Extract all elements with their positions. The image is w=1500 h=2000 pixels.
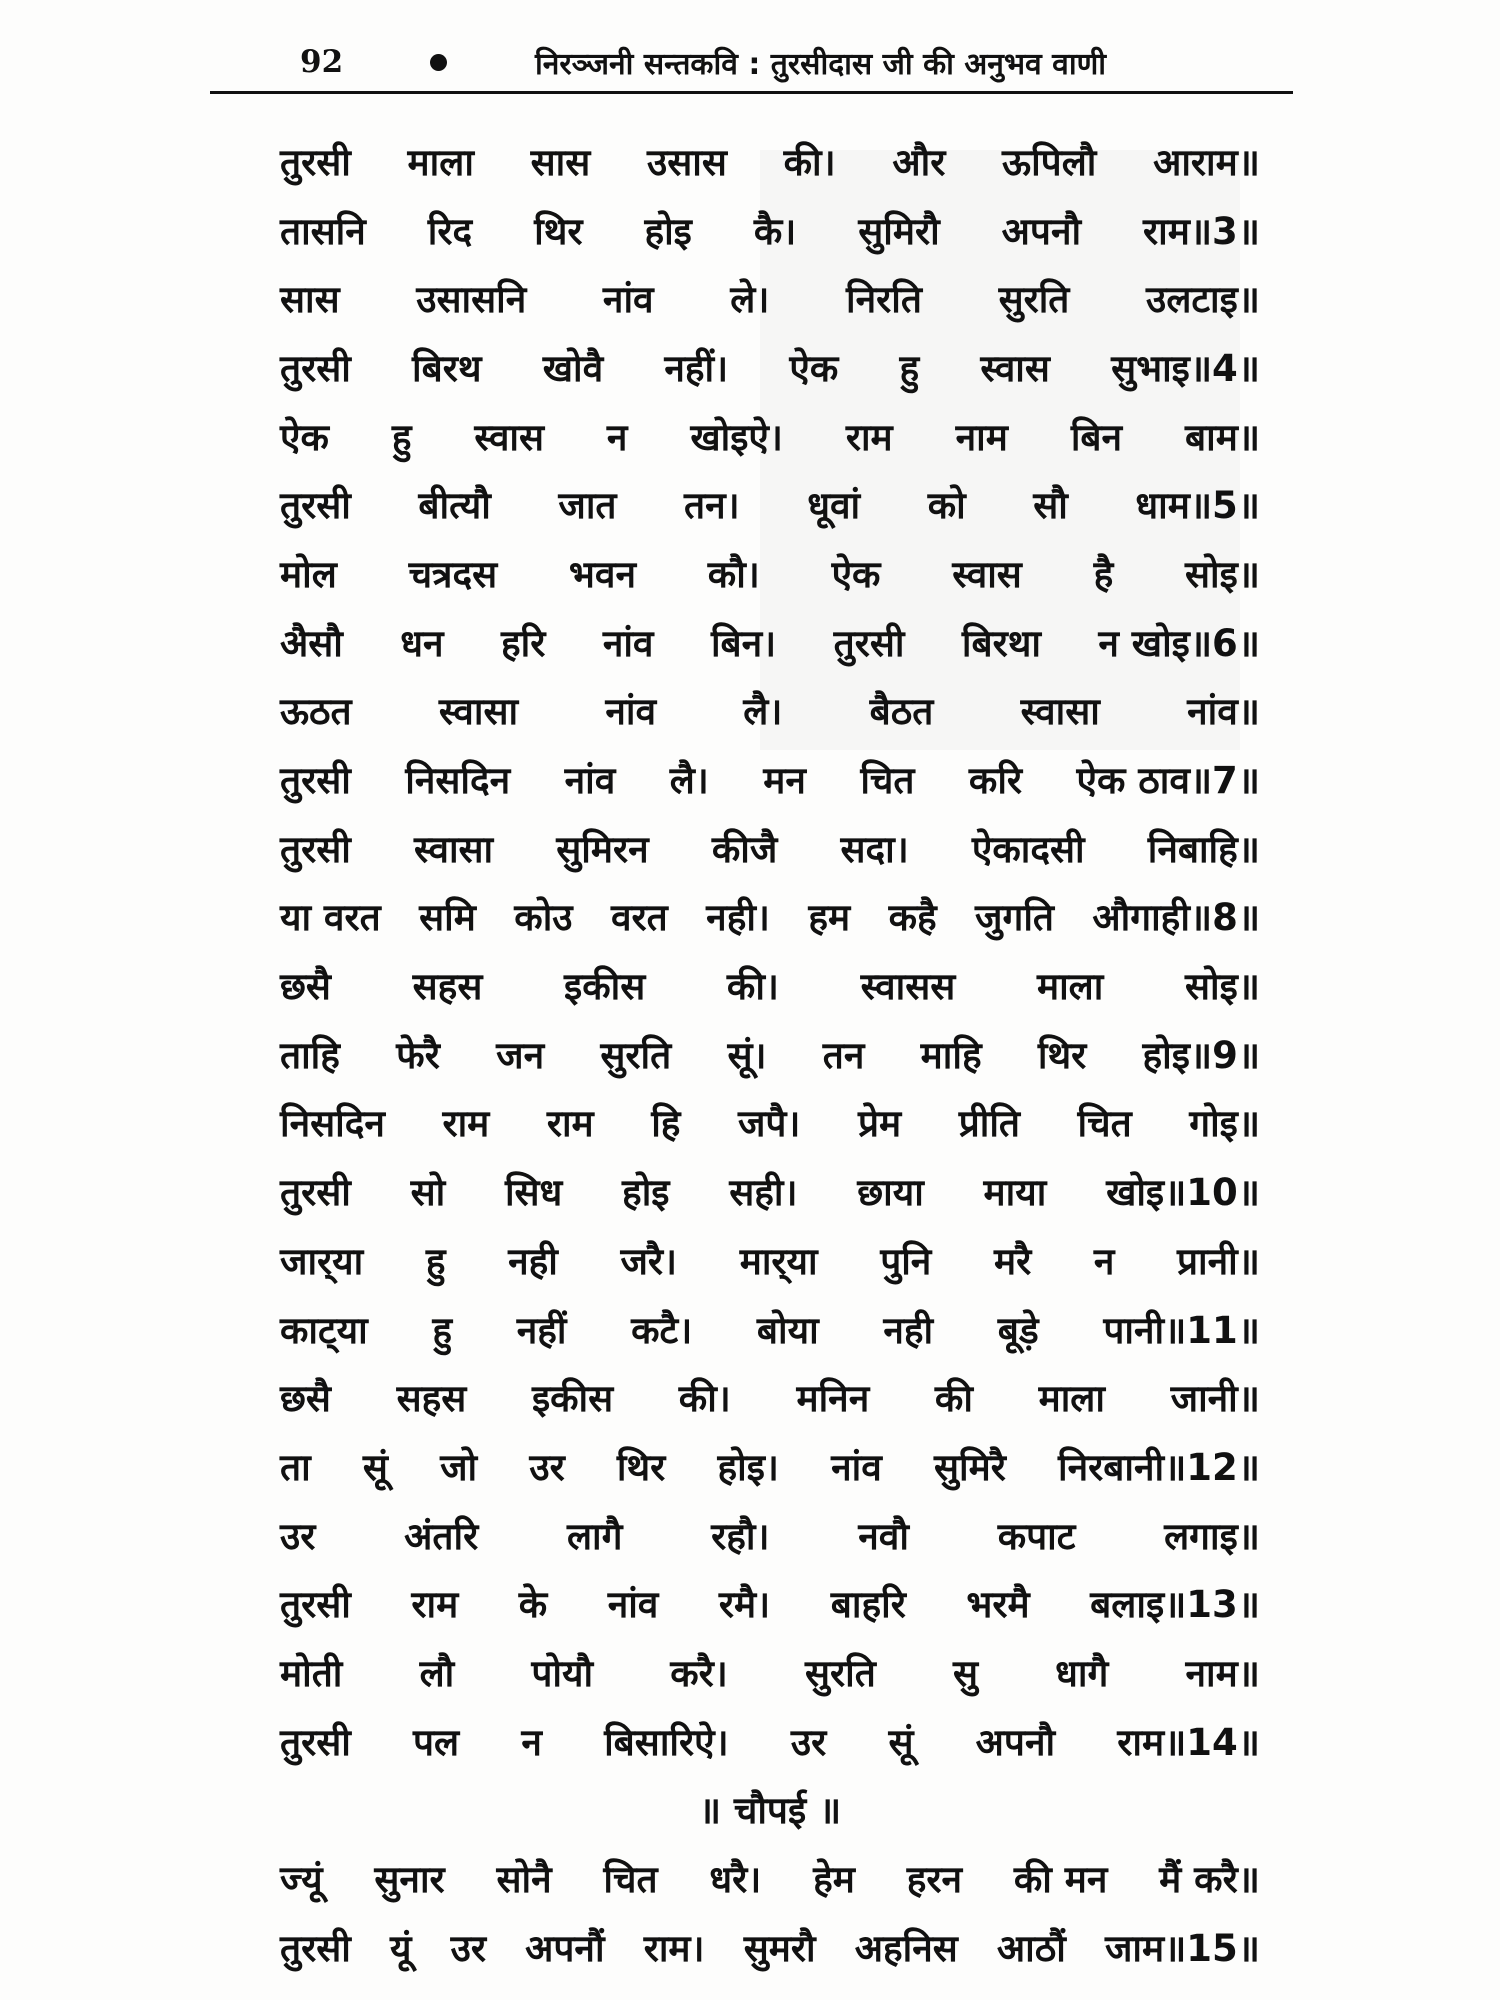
verse-word: या वरत [280,896,381,940]
verse-word: कीजै [711,827,778,871]
verse-line [280,197,1260,266]
verse-word: मार्‌या [739,1239,818,1283]
verse-word: नाम [955,415,1008,459]
verse-word: हम [808,896,851,940]
verse-word: उलटाइ॥ [1146,278,1260,322]
verse-word: तन [822,1033,865,1077]
verse-word: मन [763,759,806,803]
verse-word: की। [678,1377,731,1421]
chaupai-line [280,1845,1260,1914]
verse-word: राम॥3॥ [1143,209,1260,253]
verse-line [280,1296,1260,1365]
verse-word: जात [558,484,617,528]
verse-word: उसास [646,140,727,184]
verse-word: नही [883,1308,934,1352]
verse-word: धाम॥5॥ [1135,484,1260,528]
verse-word: खोवै [542,346,604,390]
verse-line [280,1639,1260,1708]
verse-word: तुरसी [280,827,351,871]
verse-word: निरबानी॥12॥ [1058,1445,1260,1489]
verse-word: स्वास [952,552,1022,596]
verse-line [280,609,1260,678]
verse-word: है [1093,552,1114,596]
verse-word: स्वास [980,346,1050,390]
verse-word: थिर [616,1445,666,1489]
verse-word: छसै [280,1377,331,1421]
verse-word: चत्रदस [408,552,498,596]
verse-word: जपै। [737,1102,801,1146]
verse-word: ले। [730,278,770,322]
verse-word: नही [508,1239,558,1283]
verse-word: मनिन [796,1377,870,1421]
verse-word: हि [651,1102,681,1146]
verse-word: नही। [706,896,770,940]
verse-word: धन [400,621,444,665]
verse-word: सोनै [496,1858,552,1902]
verse-word: सिध [504,1171,563,1215]
verse-word: पल [413,1720,460,1764]
verse-word: सदा। [840,827,909,871]
bullet-icon [430,54,447,71]
verse-line [280,884,1260,953]
verse-word: जुगति [975,896,1055,940]
verse-word: तुरसी [280,1926,351,1970]
verse-word: हु [391,415,412,459]
verse-word: पोयौ [531,1651,594,1695]
verse-word: होइ [644,209,692,253]
verse-word: फेरै [396,1033,440,1077]
verse-word: निसदिन [280,1102,385,1146]
verse-word: जरै। [620,1239,678,1283]
verse-word: इकीस [564,965,646,1009]
verse-word: यूं [389,1926,412,1970]
verse-word: सूं [362,1445,388,1489]
verse-word: राम [411,1583,459,1627]
verse-word: स्वासा [413,827,494,871]
verse-word: आठौं [996,1926,1066,1970]
verse-line [280,334,1260,403]
verse-word: चित [603,1858,658,1902]
verse-word: ऐक [789,346,839,390]
verse-word: उर [529,1445,565,1489]
verse-line [280,403,1260,472]
verse-word: जन [496,1033,545,1077]
verse-word: स्वासा [1020,690,1100,734]
verse-word: जानी॥ [1170,1377,1260,1421]
verse-word: प्रेम [857,1102,902,1146]
verse-word: निसदिन [405,759,511,803]
verse-word: आराम॥ [1153,140,1260,184]
page-number: 92 [300,44,344,80]
verse-word: नांव॥ [1187,690,1260,734]
chaupai-heading: ॥ चौपई ॥ [698,1789,842,1833]
verse-word: ऐक [280,415,329,459]
verse-word: रहौ। [711,1514,770,1558]
verse-word: तुरसी [280,1583,351,1627]
verse-word: लै। [743,690,783,734]
verse-word: तन। [684,484,740,528]
verse-word: स्वासस [860,965,956,1009]
verse-word: ऐक [831,552,881,596]
verse-word: लै। [669,759,709,803]
verse-word: सुरति [998,278,1070,322]
verse-word: नांव [607,1583,659,1627]
verse-word: न खोइ॥6॥ [1098,621,1260,665]
verse-line [280,265,1260,334]
verse-word: लगाइ॥ [1164,1514,1260,1558]
verse-word: कौ। [707,552,760,596]
verse-word: तुरसी [280,140,351,184]
verse-word: हरि [501,621,546,665]
verse-word: नांव [564,759,616,803]
verse-word: और [892,140,946,184]
verse-word: कपाट [997,1514,1076,1558]
verse-word: बूड़े [997,1308,1039,1352]
verse-word: सहस [396,1377,467,1421]
verse-word: नांव [605,690,657,734]
verse-word: तासनि [280,209,366,253]
verse-line [280,1502,1260,1571]
verse-word: माया [983,1171,1047,1215]
verse-word: सुमिरै [933,1445,1006,1489]
verse-word: धागै [1055,1651,1109,1695]
verse-word: नांव [602,621,654,665]
verse-word: उसासनि [416,278,527,322]
verse-word: मोती [280,1651,343,1695]
verse-word: चित [860,759,915,803]
verse-word: कै। [753,209,797,253]
verse-word: बिन। [710,621,777,665]
verse-word: सास [280,278,340,322]
verse-word: राम [845,415,893,459]
verse-line [280,952,1260,1021]
verse-word: राम [546,1102,594,1146]
verse-word: तुरसी [280,484,351,528]
verse-word: स्वास [474,415,544,459]
verse-word: होइ [622,1171,670,1215]
verse-word: की। [783,140,836,184]
verse-word: सास [530,140,591,184]
verse-word: उर [790,1720,827,1764]
verse-word: उर [280,1514,316,1558]
verse-word: हु [432,1308,453,1352]
verse-word: ज्यूं [280,1858,323,1902]
header-rule [210,91,1293,94]
verse-line [280,1433,1260,1502]
verse-word: सुमिरौ [858,209,940,253]
verse-word: कोउ [514,896,573,940]
verse-word: जार्‌या [280,1239,364,1283]
verse-word: ऊपिलौ [1002,140,1097,184]
verse-word: पुनि [880,1239,932,1283]
verse-word: हु [899,346,920,390]
verse-word: करै। [670,1651,728,1695]
verse-word: समि [419,896,476,940]
verse-word: सुमरौ [743,1926,816,1970]
verse-body [280,128,1260,1983]
verse-word: इकीस [531,1377,614,1421]
verse-word: भवन [568,552,637,596]
verse-word: बैठत [869,690,934,734]
verse-word: अपनौ [1001,209,1082,253]
verse-word: सु [952,1651,978,1695]
verse-word: सुभाइ॥4॥ [1111,346,1260,390]
verse-word: बिसारिऐ। [604,1720,729,1764]
verse-word: अहनिस [854,1926,958,1970]
verse-word: थिर [1037,1033,1087,1077]
verse-word: सुरति [804,1651,876,1695]
verse-word: बलाइ॥13॥ [1090,1583,1260,1627]
verse-word: मैं करै॥ [1159,1858,1260,1902]
verse-word: चित [1077,1102,1132,1146]
verse-line [280,678,1260,747]
verse-word: माहि [920,1033,982,1077]
verse-word: बीत्यौ [418,484,491,528]
verse-word: तुरसी [833,621,905,665]
verse-word: जो [440,1445,478,1489]
verse-word: की [934,1377,973,1421]
verse-word: नांव [831,1445,882,1489]
verse-word: न [521,1720,542,1764]
verse-line [280,815,1260,884]
verse-line [280,471,1260,540]
verse-word: निरति [846,278,922,322]
verse-word: हरन [906,1858,963,1902]
verse-word: हेम [813,1858,855,1902]
running-title: निरञ्जनी सन्तकवि : तुरसीदास जी की अनुभव वाणी [535,47,1107,82]
verse-line [280,1021,1260,1090]
verse-word: नवौ [858,1514,909,1558]
verse-word: के [518,1583,548,1627]
verse-word: सो [410,1171,446,1215]
verse-word: माला [407,140,474,184]
verse-line [280,1364,1260,1433]
verse-word: अपनौं [525,1926,605,1970]
verse-word: सौ [1033,484,1068,528]
verse-line [280,1158,1260,1227]
verse-word: निबाहि॥ [1147,827,1260,871]
verse-word: न [606,415,628,459]
verse-line [280,128,1260,197]
verse-word: अंतरि [404,1514,479,1558]
verse-word: बिरथ [412,346,482,390]
verse-word: नहीं [516,1308,567,1352]
verse-word: धरै। [709,1858,762,1902]
verse-word: राम [442,1102,490,1146]
verse-word: नहीं। [664,346,729,390]
verse-word: सोइ॥ [1185,552,1260,596]
verse-word: न [1093,1239,1115,1283]
verse-word: मरै [993,1239,1032,1283]
verse-word: नाम॥ [1185,1651,1260,1695]
verse-word: सही। [729,1171,798,1215]
verse-word: माला [1036,965,1104,1009]
verse-word: को [927,484,966,528]
verse-word: राम। [643,1926,705,1970]
verse-word: तुरसी [280,1720,351,1764]
verse-word: होइ। [717,1445,779,1489]
verse-word: ऊठत [280,690,352,734]
verse-word: रिद [427,209,473,253]
verse-word: करि [968,759,1023,803]
verse-word: तुरसी [280,759,351,803]
verse-line [280,1227,1260,1296]
verse-word: स्वासा [438,690,519,734]
verse-word: मोल [280,552,337,596]
page-header [210,40,1290,92]
verse-word: तुरसी [280,346,351,390]
verse-word: अपनौ [975,1720,1056,1764]
verse-word: लौ [419,1651,455,1695]
verse-word: वरत [610,896,668,940]
verse-word: जाम॥15॥ [1104,1926,1260,1970]
verse-word: ताहि [280,1033,340,1077]
verse-word: की मन [1013,1858,1108,1902]
verse-line [280,746,1260,815]
verse-word: ऐक ठाव॥7॥ [1076,759,1260,803]
verse-word: बिरथा [961,621,1041,665]
verse-word: सोइ॥ [1185,965,1260,1009]
verse-word: ता [280,1445,311,1489]
verse-word: अैसौ [280,621,343,665]
verse-word: खोइ॥10॥ [1106,1171,1260,1215]
verse-word: तुरसी [280,1171,351,1215]
verse-word: धूवां [807,484,861,528]
verse-word: कहै [888,896,937,940]
verse-word: पानी॥11॥ [1103,1308,1260,1352]
verse-word: छसै [280,965,331,1009]
verse-word: बोया [756,1308,819,1352]
verse-line [280,1708,1260,1777]
verse-word: कटै। [631,1308,693,1352]
verse-word: हु [425,1239,446,1283]
verse-line [280,540,1260,609]
verse-word: गोइ॥ [1189,1102,1260,1146]
verse-word: उर [450,1926,486,1970]
verse-word: ऐकादसी [971,827,1085,871]
verse-word: सूं। [727,1033,767,1077]
verse-word: होइ॥9॥ [1142,1033,1260,1077]
verse-word: छाया [857,1171,924,1215]
verse-word: रमै। [718,1583,771,1627]
verse-word: की। [726,965,779,1009]
verse-word: सूं [888,1720,914,1764]
verse-word: सुमिरन [556,827,649,871]
verse-word: काट्‌या [280,1308,368,1352]
chaupai-line [280,1914,1260,1983]
verse-word: भरमै [966,1583,1030,1627]
verse-line [280,1570,1260,1639]
verse-word: प्रीति [958,1102,1021,1146]
verse-word: औगाही॥8॥ [1092,896,1260,940]
verse-word: सहस [412,965,483,1009]
verse-word: लागै [566,1514,623,1558]
verse-word: सुनार [374,1858,445,1902]
verse-word: प्रानी॥ [1176,1239,1260,1283]
verse-word: बाहरि [830,1583,906,1627]
verse-word: खोइऐ। [690,415,783,459]
verse-word: नांव [602,278,654,322]
verse-word: बिन [1070,415,1123,459]
verse-line [280,1090,1260,1159]
verse-word: थिर [534,209,583,253]
verse-word: बाम॥ [1185,415,1260,459]
verse-word: माला [1038,1377,1105,1421]
verse-word: राम॥14॥ [1117,1720,1260,1764]
verse-word: सुरति [600,1033,672,1077]
